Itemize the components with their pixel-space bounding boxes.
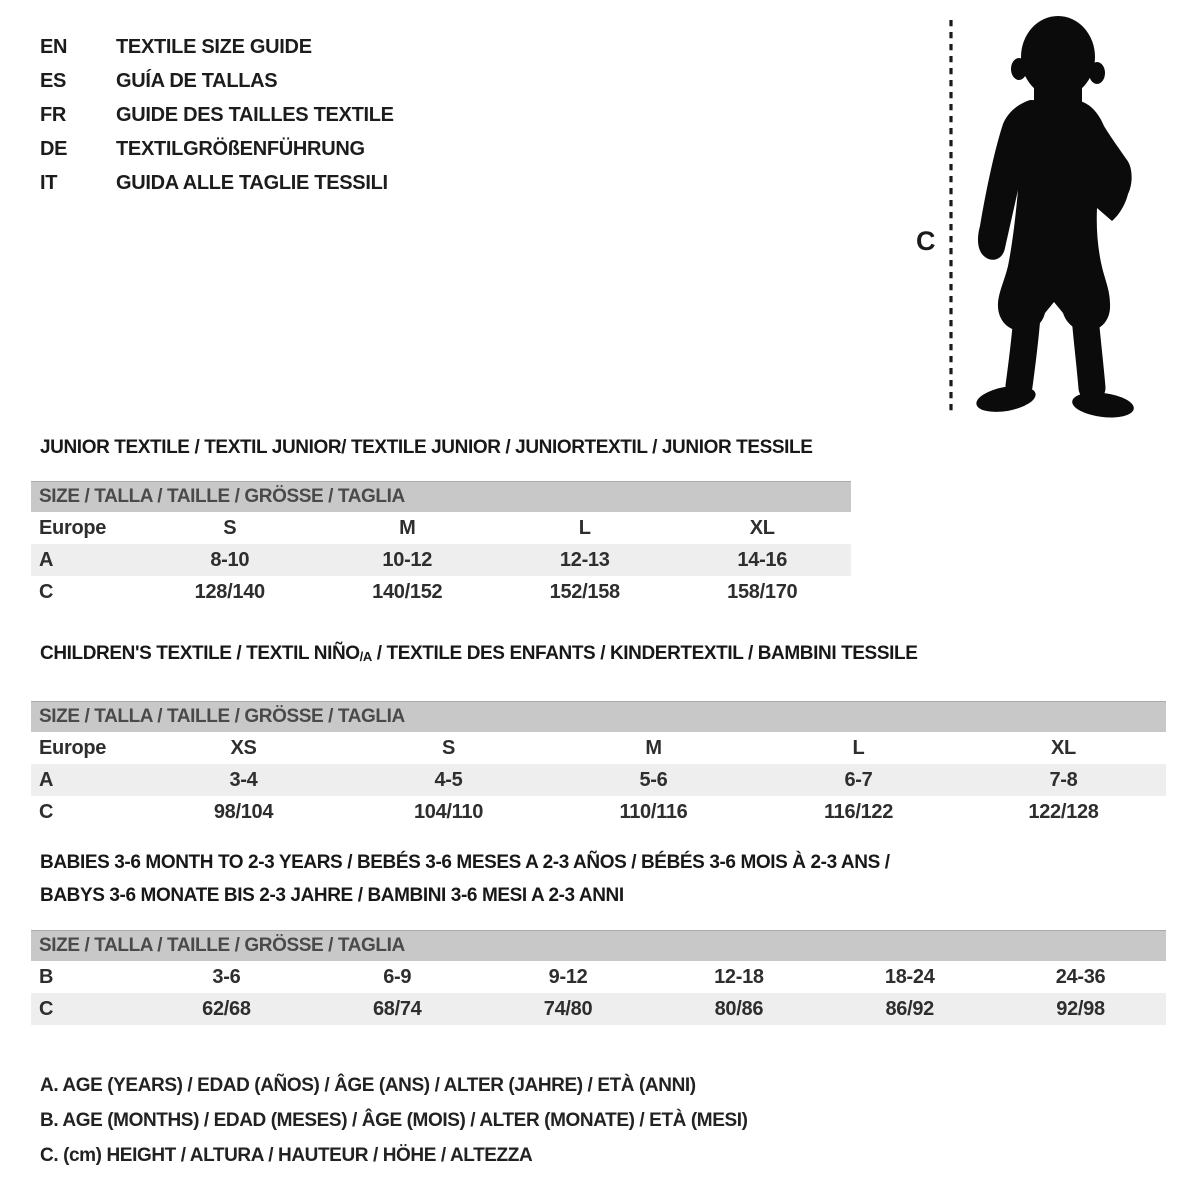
row-label-cell: C <box>39 800 54 823</box>
row-label-cell: Europe <box>39 516 107 539</box>
value-cell: 5-6 <box>639 768 668 791</box>
babies-textile-section <box>31 851 1166 1031</box>
language-row <box>40 64 394 98</box>
section-title <box>40 436 813 460</box>
value-cell: 14-16 <box>737 548 788 571</box>
value-cell: 158/170 <box>727 580 798 603</box>
language-row <box>40 166 394 200</box>
value-cell: 8-10 <box>210 548 250 571</box>
section-title-text: BABIES 3-6 MONTH TO 2-3 YEARS / BEBÉS 3-6 MESES A 2-3 AÑOS / BÉBÉS 3-6 MOIS À 2-3 ANS / <box>40 852 890 873</box>
section-title-text: JUNIOR TEXTILE / TEXTIL JUNIOR/ TEXTILE JUNIOR / JUNIORTEXTIL / JUNIOR TESSILE <box>40 437 813 458</box>
size-header-bar: SIZE / TALLA / TAILLE / GRÖSSE / TAGLIA <box>31 701 1166 732</box>
row-label-cell: A <box>39 548 54 571</box>
legend-line: C. (cm) HEIGHT / ALTURA / HAUTEUR / HÖHE / ALTEZZA <box>40 1145 533 1166</box>
section-title <box>40 884 624 908</box>
language-header <box>40 30 394 200</box>
language-title: GUIDE DES TAILLES TEXTILE <box>116 104 394 126</box>
row-label-cell: Europe <box>39 736 107 759</box>
size-table <box>31 481 851 608</box>
table-row <box>31 732 1166 764</box>
value-cell: 104/110 <box>413 800 484 823</box>
legend-line: A. AGE (YEARS) / EDAD (AÑOS) / ÂGE (ANS) / ALTER (JAHRE) / ETÀ (ANNI) <box>40 1075 696 1096</box>
height-measure-label: C <box>916 226 936 256</box>
figure-area <box>900 12 1140 424</box>
toddler-silhouette-icon <box>974 16 1135 421</box>
value-cell: XS <box>230 736 257 759</box>
value-cell: 3-6 <box>212 965 241 988</box>
language-code: ES <box>40 70 67 92</box>
value-cell: 24-36 <box>1055 965 1106 988</box>
language-title: GUIDA ALLE TAGLIE TESSILI <box>116 172 388 194</box>
section-title-text: BABYS 3-6 MONATE BIS 2-3 JAHRE / BAMBINI 3-6 MESI A 2-3 ANNI <box>40 885 624 906</box>
section-title-text: /A <box>359 649 372 664</box>
language-title: GUÍA DE TALLAS <box>116 70 278 92</box>
language-code: DE <box>40 138 68 160</box>
value-cell: 6-7 <box>844 768 873 791</box>
value-cell: 152/158 <box>549 580 620 603</box>
value-cell: 12-18 <box>714 965 764 988</box>
table-row <box>31 796 1166 828</box>
value-cell: 9-12 <box>548 965 588 988</box>
language-code: EN <box>40 36 68 58</box>
language-row <box>40 98 394 132</box>
size-table <box>31 930 1166 1025</box>
value-cell: M <box>399 516 416 539</box>
value-cell: 86/92 <box>885 997 934 1020</box>
row-label-cell: C <box>39 997 54 1020</box>
value-cell: 80/86 <box>714 997 764 1020</box>
size-header-bar: SIZE / TALLA / TAILLE / GRÖSSE / TAGLIA <box>31 930 1166 961</box>
row-label-cell: C <box>39 580 54 603</box>
value-cell: 110/116 <box>619 800 688 823</box>
value-cell: L <box>852 736 865 759</box>
language-title: TEXTILE SIZE GUIDE <box>116 36 312 58</box>
value-cell: 116/122 <box>823 800 894 823</box>
value-cell: 7-8 <box>1049 768 1078 791</box>
childrens-textile-section <box>31 642 1166 837</box>
value-cell: 122/128 <box>1028 800 1099 823</box>
value-cell: 18-24 <box>884 965 935 988</box>
section-title <box>40 642 917 669</box>
section-title <box>40 851 890 875</box>
legend-line: B. AGE (MONTHS) / EDAD (MESES) / ÂGE (MOIS) / ALTER (MONATE) / ETÀ (MESI) <box>40 1110 748 1131</box>
value-cell: 12-13 <box>559 548 610 571</box>
language-code: FR <box>40 104 67 126</box>
section-title-text: CHILDREN'S TEXTILE / TEXTIL NIÑO <box>40 643 360 664</box>
junior-textile-section <box>31 436 851 616</box>
value-cell: 68/74 <box>372 997 422 1020</box>
section-title-text: / TEXTILE DES ENFANTS / KINDERTEXTIL / BAMBINI TESSILE <box>371 643 918 664</box>
table-row <box>31 961 1166 993</box>
value-cell: L <box>578 516 591 539</box>
value-cell: XL <box>1051 736 1076 759</box>
table-row <box>31 993 1166 1025</box>
value-cell: 98/104 <box>213 800 274 823</box>
value-cell: XL <box>749 516 775 539</box>
value-cell: S <box>223 516 237 539</box>
value-cell: 10-12 <box>382 548 433 571</box>
value-cell: 128/140 <box>194 580 265 603</box>
value-cell: 74/80 <box>543 997 593 1020</box>
table-row <box>31 764 1166 796</box>
table-row <box>31 544 851 576</box>
value-cell: 140/152 <box>372 580 443 603</box>
value-cell: 4-5 <box>434 768 463 791</box>
value-cell: 92/98 <box>1056 997 1105 1020</box>
language-row <box>40 132 394 166</box>
language-title: TEXTILGRÖßENFÜHRUNG <box>116 138 365 160</box>
table-row <box>31 576 851 608</box>
language-code: IT <box>40 172 58 194</box>
value-cell: 62/68 <box>202 997 251 1020</box>
row-label-cell: A <box>39 768 54 791</box>
value-cell: M <box>645 736 662 759</box>
language-row <box>40 30 394 64</box>
table-row <box>31 512 851 544</box>
size-header-bar: SIZE / TALLA / TAILLE / GRÖSSE / TAGLIA <box>31 481 851 512</box>
size-table <box>31 701 1166 828</box>
value-cell: 3-4 <box>229 768 258 791</box>
value-cell: S <box>441 736 456 759</box>
legend <box>40 1068 748 1173</box>
value-cell: 6-9 <box>383 965 412 988</box>
row-label-cell: B <box>39 965 54 988</box>
